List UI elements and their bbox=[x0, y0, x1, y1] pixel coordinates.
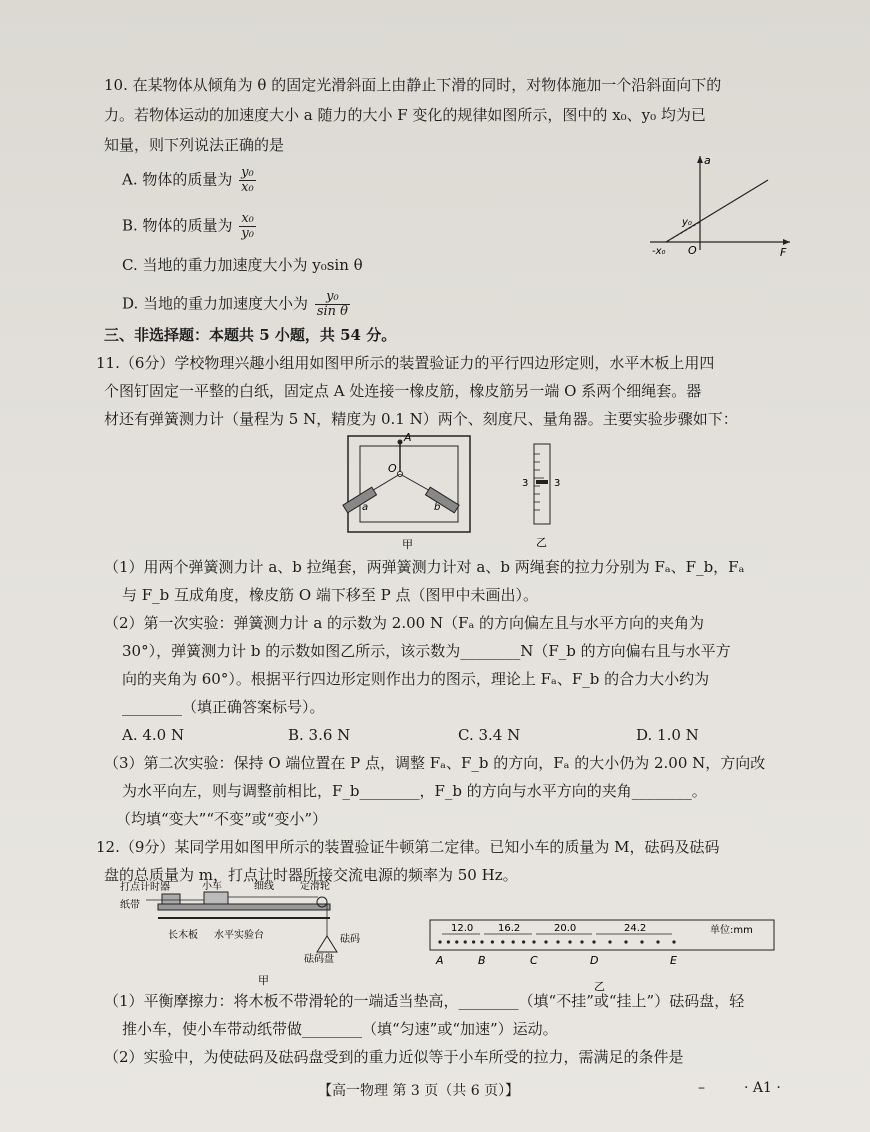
label-paper-tape: 纸带 bbox=[120, 900, 140, 911]
tape-point-label: A bbox=[436, 954, 444, 967]
label-a-point: A bbox=[404, 431, 412, 444]
q11-step2-line3: 向的夹角为 60°）。根据平行四边形定则作出力的图示，理论上 Fₐ、F_b 的合力大小约为 bbox=[122, 670, 710, 688]
q11-line2: 个图钉固定一平整的白纸，固定点 A 处连接一橡皮筋，橡皮筋另一端 O 系两个细绳套。器 bbox=[104, 382, 702, 400]
long-board bbox=[158, 904, 330, 910]
graph-x-label: F bbox=[780, 246, 787, 259]
weight-pan bbox=[317, 936, 337, 952]
graph-y-label: a bbox=[704, 154, 711, 167]
q10-option-a-fraction bbox=[239, 166, 256, 195]
tape-dot bbox=[640, 940, 643, 943]
q10-option-d bbox=[122, 290, 350, 319]
tape-point-label: C bbox=[530, 954, 538, 967]
q12-figure-yi bbox=[426, 912, 778, 996]
spring-scale-b-body bbox=[425, 487, 459, 513]
q11-step1-line1: （1）用两个弹簧测力计 a、b 拉绳套，两弹簧测力计对 a、b 两绳套的拉力分别为 Fₐ、F_b，Fₐ bbox=[104, 558, 745, 576]
tape-dot bbox=[608, 940, 611, 943]
fraction-numerator: y₀ bbox=[241, 165, 254, 180]
q10-line2: 力。若物体运动的加速度大小 a 随力的大小 F 变化的规律如图所示，图中的 x₀、y₀ 均为已 bbox=[104, 106, 706, 124]
tape-dot bbox=[480, 940, 483, 943]
rope-a bbox=[370, 474, 400, 492]
q10-option-c: C. 当地的重力加速度大小为 y₀sin θ bbox=[122, 256, 363, 274]
graph-y0-label: y₀ bbox=[682, 217, 692, 228]
fraction-denominator: x₀ bbox=[241, 180, 254, 195]
tape-dots bbox=[438, 940, 675, 943]
label-weight: 砝码 bbox=[340, 934, 360, 945]
q10-option-a-text: A. 物体的质量为 bbox=[122, 170, 233, 189]
label-pulley: 定滑轮 bbox=[300, 881, 330, 892]
q12-step2-line1: （2）实验中，为使砝码及砝码盘受到的重力近似等于小车所受的拉力，需满足的条件是 bbox=[104, 1048, 684, 1066]
footer-dash: – bbox=[698, 1080, 705, 1096]
q10-option-b-fraction bbox=[239, 212, 256, 241]
q12-step1-line2: 推小车，使小车带动纸带做________（填“匀速”或“加速”）运动。 bbox=[122, 1020, 558, 1038]
label-jia: 甲 bbox=[258, 974, 269, 987]
graph-origin-label: O bbox=[688, 244, 697, 257]
graph-x0-label: -x₀ bbox=[652, 246, 666, 257]
tape-dot bbox=[501, 940, 504, 943]
tape-segment-length: 16.2 bbox=[498, 923, 521, 934]
wooden-board bbox=[348, 436, 470, 532]
ticker-timer bbox=[162, 894, 180, 904]
q11-choice-c: C. 3.4 N bbox=[458, 726, 521, 744]
q12-line2: 盘的总质量为 m，打点计时器所接交流电源的频率为 50 Hz。 bbox=[104, 866, 518, 884]
tape-dot bbox=[580, 940, 583, 943]
tape-segment-length: 24.2 bbox=[624, 923, 647, 934]
tape-segment-length: 12.0 bbox=[451, 923, 474, 934]
label-yi: 乙 bbox=[594, 980, 605, 993]
tape-dot bbox=[447, 940, 450, 943]
q10-option-a bbox=[122, 166, 256, 195]
q11-choice-b: B. 3.6 N bbox=[288, 726, 351, 744]
tape-dot bbox=[512, 940, 515, 943]
tape-dot bbox=[532, 940, 535, 943]
q10-option-d-text: D. 当地的重力加速度大小为 bbox=[122, 294, 309, 313]
q11-step2-line2: 30°），弹簧测力计 b 的示数如图乙所示，该示数为________N（F_b 的方向偏右且与水平方 bbox=[122, 642, 731, 660]
graph-y-arrow bbox=[697, 156, 703, 163]
q12-figure-jia bbox=[118, 880, 398, 990]
label-scale-a: a bbox=[362, 502, 369, 513]
label-cart: 小车 bbox=[202, 881, 222, 892]
q11-line3: 材还有弹簧测力计（量程为 5 N，精度为 0.1 N）两个、刻度尺、量角器。主要实验步骤如下： bbox=[104, 410, 738, 428]
fraction-denominator: y₀ bbox=[241, 226, 254, 241]
tape-dot bbox=[544, 940, 547, 943]
q11-step3-line1: （3）第二次实验：保持 O 端位置在 P 点，调整 Fₐ、F_b 的方向，Fₐ 的大小仍为 2.00 N，方向改 bbox=[104, 754, 766, 772]
label-string: 细线 bbox=[254, 881, 274, 892]
tape-dot bbox=[464, 940, 467, 943]
q11-step3-line2: 为水平向左，则与调整前相比，F_b________，F_b 的方向与水平方向的夹角________。 bbox=[122, 782, 707, 800]
white-paper bbox=[360, 446, 458, 522]
tape-points bbox=[435, 954, 677, 967]
q12-line1: 12.（9分）某同学用如图甲所示的装置验证牛顿第二定律。已知小车的质量为 M，砝码及砝码 bbox=[96, 838, 720, 856]
q11-line1: 11.（6分）学校物理兴趣小组用如图甲所示的装置验证力的平行四边形定则，水平木板上用四 bbox=[96, 354, 715, 372]
tape-segment-length: 20.0 bbox=[554, 923, 577, 934]
q11-step2-line1: （2）第一次实验：弹簧测力计 a 的示数为 2.00 N（Fₐ 的方向偏左且与水平方向的夹角为 bbox=[104, 614, 705, 632]
tape-point-label: B bbox=[478, 954, 486, 967]
cart bbox=[204, 892, 228, 904]
tape-dot bbox=[592, 940, 595, 943]
scale-left-value: 3 bbox=[522, 478, 529, 489]
page-footer: 【高一物理 第 3 页（共 6 页）】 bbox=[318, 1083, 520, 1099]
q11-choice-a: A. 4.0 N bbox=[122, 726, 185, 744]
label-ticker-timer: 打点计时器 bbox=[120, 882, 170, 893]
q11-choice-d: D. 1.0 N bbox=[636, 726, 699, 744]
fraction-denominator: sin θ bbox=[316, 304, 348, 319]
tape-dot bbox=[472, 940, 475, 943]
q10-option-b bbox=[122, 212, 256, 241]
q10-option-d-fraction bbox=[315, 290, 350, 319]
tape-point-label: E bbox=[670, 954, 677, 967]
q10-a-vs-f-graph bbox=[640, 150, 800, 260]
tape-segments bbox=[442, 923, 672, 934]
tape-dot bbox=[438, 940, 441, 943]
label-o-point: O bbox=[388, 462, 397, 475]
label-yi: 乙 bbox=[536, 536, 547, 549]
tape-unit-label: 单位:mm bbox=[710, 925, 753, 936]
q11-figure-yi bbox=[512, 440, 582, 550]
tape-dot bbox=[656, 940, 659, 943]
scale-pointer bbox=[536, 480, 548, 484]
label-long-board: 长木板 bbox=[168, 930, 198, 941]
tape-dot bbox=[522, 940, 525, 943]
spring-scale-b bbox=[425, 487, 459, 513]
q11-step3-line3: （均填“变大”“不变”或“变小”） bbox=[116, 810, 328, 828]
footer-code: · A1 · bbox=[744, 1080, 781, 1096]
q10-line1: 10. 在某物体从倾角为 θ 的固定光滑斜面上由静止下滑的同时，对物体施加一个沿斜面向下的 bbox=[104, 76, 722, 94]
fraction-numerator: y₀ bbox=[315, 290, 350, 305]
label-lab-table: 水平实验台 bbox=[214, 930, 264, 941]
tape-dot bbox=[455, 940, 458, 943]
graph-x-arrow bbox=[783, 239, 790, 245]
section-3-heading: 三、非选择题：本题共 5 小题，共 54 分。 bbox=[104, 326, 397, 344]
tape-dot bbox=[624, 940, 627, 943]
tape-dot bbox=[568, 940, 571, 943]
scale-right-value: 3 bbox=[554, 478, 561, 489]
label-scale-b: b bbox=[434, 502, 441, 513]
label-weight-pan: 砝码盘 bbox=[304, 954, 334, 965]
tape-dot bbox=[556, 940, 559, 943]
q11-step2-line4: ________（填正确答案标号）。 bbox=[122, 698, 325, 716]
rope-b bbox=[400, 474, 432, 492]
tape-dot bbox=[672, 940, 675, 943]
q10-option-b-text: B. 物体的质量为 bbox=[122, 216, 233, 235]
label-jia: 甲 bbox=[402, 538, 413, 550]
tape-point-label: D bbox=[590, 954, 599, 967]
q11-step1-line2: 与 F_b 互成角度，橡皮筋 O 端下移至 P 点（图甲中未画出）。 bbox=[122, 586, 539, 604]
fraction-numerator: x₀ bbox=[239, 212, 256, 227]
q12-step1-line1: （1）平衡摩擦力：将木板不带滑轮的一端适当垫高，________（填“不挂”或“挂上”）砝码盘，轻 bbox=[104, 992, 745, 1010]
q10-line3: 知量，则下列说法正确的是 bbox=[104, 136, 285, 154]
q11-figure-jia bbox=[336, 430, 486, 550]
tape-dot bbox=[491, 940, 494, 943]
